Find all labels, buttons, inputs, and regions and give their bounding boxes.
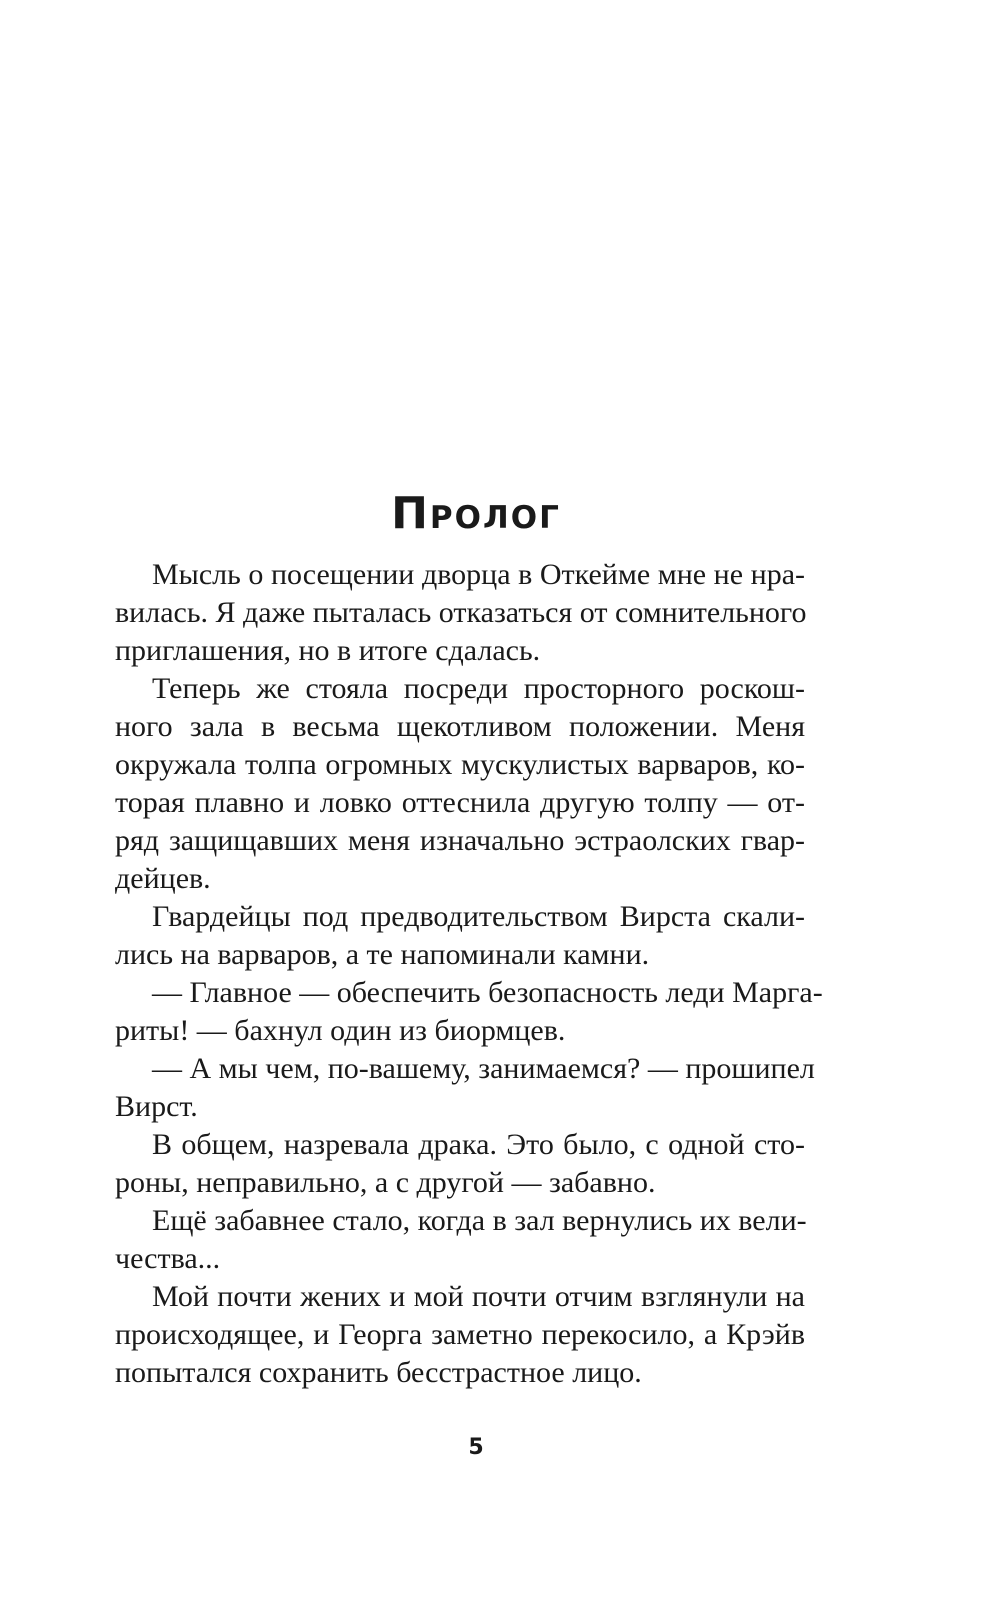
text-line: Мой почти жених и мой почти отчим взглянули на <box>152 1280 805 1313</box>
text-line: — Главное — обеспечить безопасность леди Марга- <box>152 976 823 1009</box>
text-line: роны, неправильно, а с другой — забавно. <box>115 1166 656 1199</box>
body-text <box>115 556 823 1392</box>
text-line: лись на варваров, а те напоминали камни. <box>115 938 650 971</box>
text-line: дейцев. <box>115 862 211 895</box>
text-line: риты! — бахнул один из биормцев. <box>115 1014 566 1047</box>
text-line: попытался сохранить бесстрастное лицо. <box>115 1356 642 1389</box>
text-line: чества... <box>115 1242 221 1275</box>
text-line: Ещё забавнее стало, когда в зал вернулись их вели- <box>152 1204 807 1237</box>
chapter-title: Пролог <box>391 488 561 539</box>
page-number: 5 <box>468 1435 484 1460</box>
text-line: Гвардейцы под предводительством Вирста скали- <box>152 900 805 933</box>
text-line: Мысль о посещении дворца в Откейме мне не нра- <box>152 558 805 591</box>
text-line: приглашения, но в итоге сдалась. <box>115 634 541 667</box>
text-line: торая плавно и ловко оттеснила другую толпу — от- <box>115 786 805 819</box>
text-line: ного зала в весьма щекотливом положении. Меня <box>115 710 805 743</box>
text-line: В общем, назревала драка. Это было, с одной сто- <box>152 1128 805 1161</box>
text-line: — А мы чем, по-вашему, занимаемся? — прошипел <box>152 1052 815 1085</box>
text-line: ряд защищавших меня изначально эстраолских гвар- <box>115 824 805 857</box>
text-line: Теперь же стояла посреди просторного роскош- <box>152 672 805 705</box>
text-line: происходящее, и Георга заметно перекосило, а Крэйв <box>115 1318 805 1351</box>
text-line: Вирст. <box>115 1090 198 1123</box>
text-line: вилась. Я даже пыталась отказаться от сомнительного <box>115 596 807 629</box>
text-line: окружала толпа огромных мускулистых варваров, ко- <box>115 748 805 781</box>
